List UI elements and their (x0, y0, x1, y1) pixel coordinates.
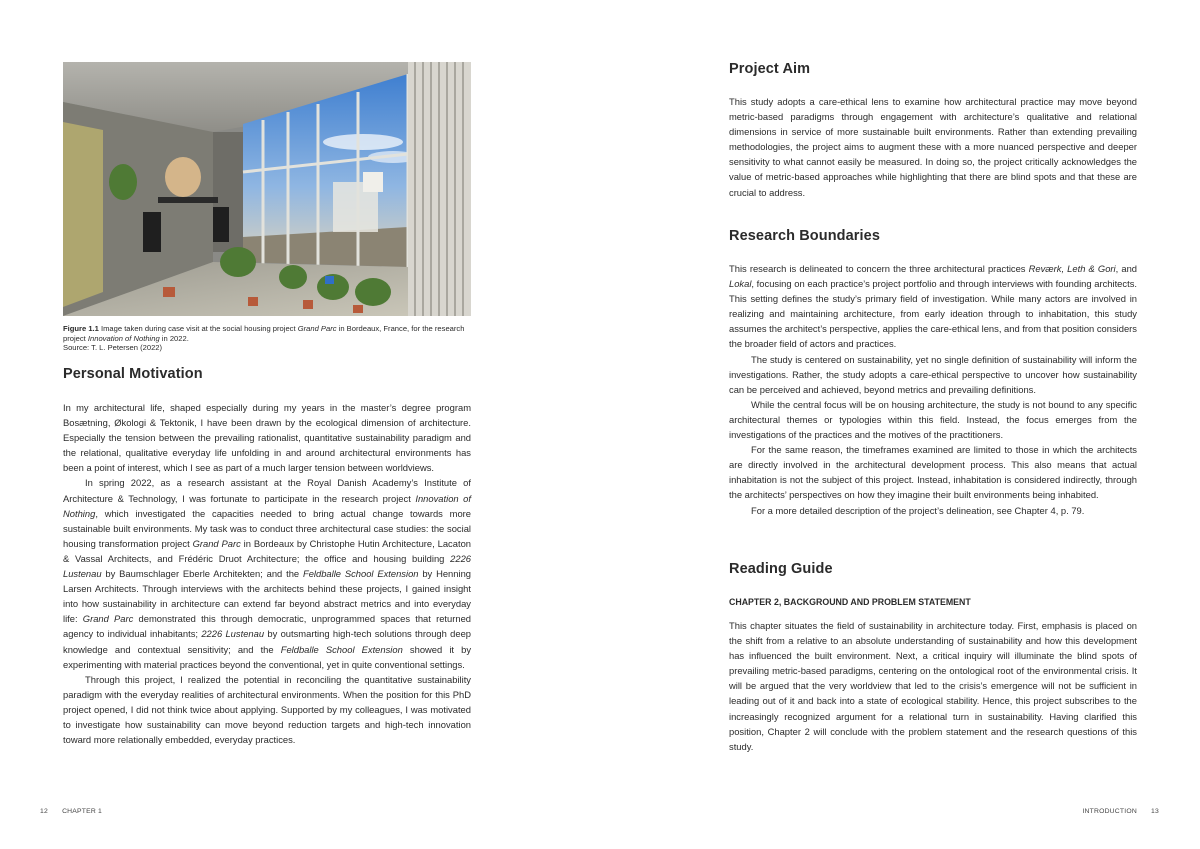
paragraph: This research is delineated to concern the three architectural practices Reværk, Leth & Gori, and Lokal, focusing on each practice’s project portfolio and through interviews with founding architects. This setting defines the study’s primary field of investigation. While many actors are involved in realizing and maintaining architecture, from early ideation through to inhabitation, this study assumes the architect’s perspective, applies the care-ethical lens, and from that position considers the broader field of actors and practices. (729, 263, 1138, 350)
paragraph: In spring 2022, as a research assistant at the Royal Danish Academy’s Institute of Architecture & Technology, I was fortunate to participate in the research project Innovation of Nothing, which investigated the capacities needed to bring actual change towards more sustainable built environments. My task was to conduct three architectural case studies: the social housing transformation project Grand Parc in Bordeaux by Christophe Hutin Architecture, Lacaton & Vassal Architects, and Frédéric Druot Architecture; the office and housing building 2226 Lustenau by Baumschlager Eberle Architekten; and the Feldballe School Extension by Henning Larsen Architects. Through interviews with the architects behind these projects, I gained insight into how sustainability in architecture can extend far beyond abstract metrics and into everyday life: Grand Parc demonstrated this through democratic, unprogrammed spaces that returned agency to individual inhabitants; 2226 Lustenau by outsmarting high-tech solutions through deep knowledge and contextual sensitivity; and the Feldballe School Extension showed it by experimenting with material practices beyond the conventional, yet in quite conventional settings. (63, 477, 472, 670)
paragraph: While the central focus will be on housing architecture, the study is not bound to any specific architectural themes or typologies within this field. Instead, the focus emerges from the investigations of the practices and the motives of the practitioners. (729, 398, 1137, 441)
page-footer-left (40, 808, 102, 815)
page-footer-right (1082, 808, 1159, 815)
subheading-chapter-2: CHAPTER 2, BACKGROUND AND PROBLEM STATEMENT (729, 597, 971, 607)
running-header: CHAPTER 1 (62, 808, 103, 815)
paragraph: For a more detailed description of the project’s delineation, see Chapter 4, p. 79. (751, 504, 1085, 516)
project-aim-text (729, 94, 1137, 200)
heading-project-aim: Project Aim (729, 61, 811, 77)
paragraph: The study is centered on sustainability, yet no single definition of sustainability will inform the investigations. Rather, the study adopts a care-ethical perspective to uncover how sustainability can be perceived and achieved, beyond metrics and prevailing definitions. (729, 353, 1137, 395)
figure-label: Figure 1.1 (63, 324, 99, 333)
personal-motivation-text (63, 400, 471, 747)
figure-photo (63, 62, 471, 316)
paragraph: This study adopts a care-ethical lens to examine how architectural practice may move beyond metric-based paradigms through engagement with architecture’s qualitative and relational dimensions in service of more sustainable built environments. Rather than extending prevailing methodologies, the project aims to augment these with a more nuanced perspective and deeper sensitivity to what cannot easily be measured. In doing so, the project critically acknowledges the value of metric-based approaches while highlighting that there are blind spots and that these are crucial to address. (729, 96, 1137, 198)
paragraph: For the same reason, the timeframes examined are limited to those in which the architects are directly involved in the architectural development process. This also means that actual inhabitation is not the subject of this project. Instead, inhabitation is considered indirectly, through the architects’ perspectives on how they imagine their built environments being inhabited. (729, 444, 1137, 501)
heading-research-boundaries: Research Boundaries (729, 228, 880, 244)
figure-caption: Figure 1.1 Image taken during case visit at the social housing project Grand Parc in Bordeaux, France, for the research project Innovation of Nothing in 2022. Source: T. L. Petersen (2022) (63, 324, 465, 353)
paragraph: Through this project, I realized the potential in reconciling the quantitative sustainability paradigm with the everyday realities of architectural environments. When the position for this PhD project opened, I did not think twice about applying. Supported by my colleagues, I was motivated to investigate how sustainability can move beyond reduction targets and high-tech innovation toward more relationally embedded, everyday practices. (63, 673, 471, 746)
running-header: INTRODUCTION (1082, 808, 1137, 815)
paragraph: In my architectural life, shaped especially during my years in the master’s degree program Bosætning, Økologi & Tektonik, I have been drawn by the ecological dimension of architecture. Especially the tension between the prevailing rationalist, quantitative sustainability paradigm and the relational, qualitative everyday life unfolding in and around architectural environments has been a point of interest, which I see as part of a much larger tension between worldviews. (63, 402, 471, 474)
heading-personal-motivation: Personal Motivation (63, 366, 203, 382)
paragraph: This chapter situates the field of sustainability in architecture today. First, emphasis is placed on the shift from a relative to an absolute understanding of sustainability and how this development has influenced the built environment. Next, a critical inquiry will illuminate the blind spots of prevailing metric-based paradigms, centering on the ontological root of the environmental crisis. It will be argued that the very worldview that led to the crisis’s emergence will not be sufficient in leading out of it and back into a state of ecological stability. Hence, this project subscribes to the increasingly recognized argument for a relational turn in sustainability. Having clarified this position, Chapter 2 will conclude with the problem statement and the research questions of this study. (729, 620, 1137, 752)
page-number: 13 (1151, 808, 1159, 815)
figure-source: Source: T. L. Petersen (2022) (63, 343, 163, 353)
reading-guide-text (729, 618, 1137, 754)
research-boundaries-text (729, 261, 1137, 518)
right-page (600, 0, 1200, 849)
heading-reading-guide: Reading Guide (729, 561, 833, 577)
balcony-photo-image (63, 62, 471, 316)
page-number: 12 (40, 808, 48, 815)
